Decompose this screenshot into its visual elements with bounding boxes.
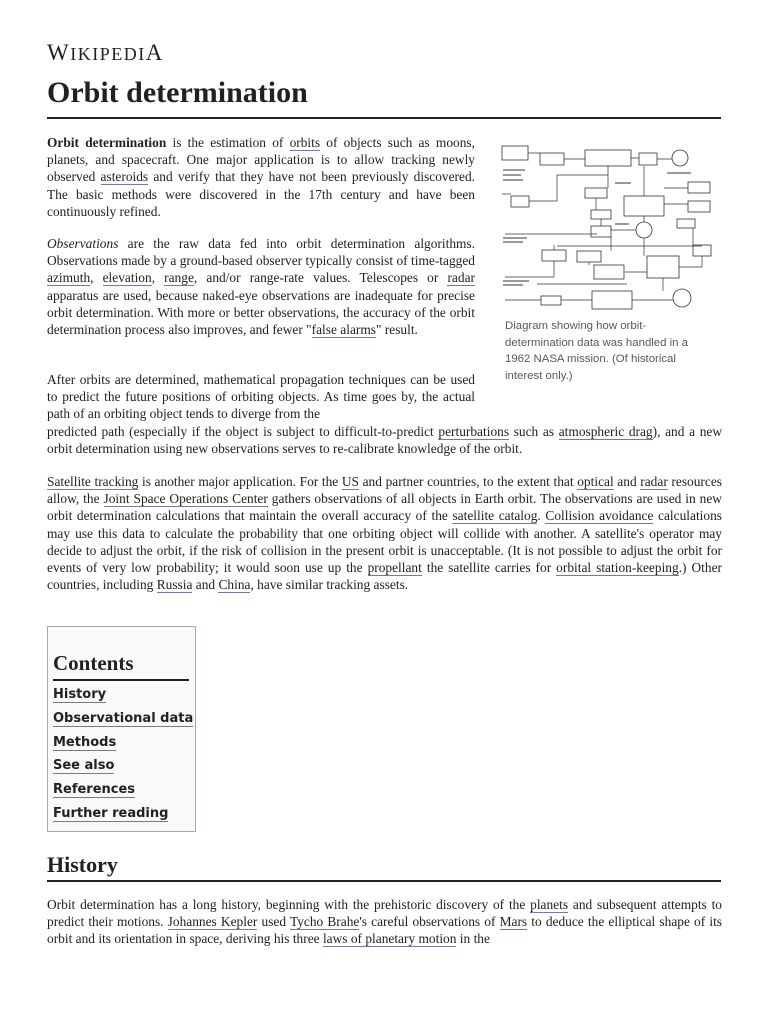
link-false-alarms[interactable]: false alarms: [311, 322, 376, 338]
link-satellite-catalog[interactable]: satellite catalog: [452, 508, 538, 524]
toc-item-see-also[interactable]: [53, 757, 193, 781]
toc-item-references[interactable]: [53, 781, 193, 805]
link-perturbations[interactable]: perturbations: [438, 424, 510, 439]
link-orbits[interactable]: orbits: [289, 135, 321, 150]
toc-list: [53, 686, 193, 829]
toc-link[interactable]: Further reading: [53, 805, 169, 821]
figure-caption: Diagram showing how orbit-determination data was handled in a 1962 NASA mission. (Of historical interest only.): [505, 320, 689, 382]
link-china[interactable]: China: [218, 577, 251, 593]
wordmark-rest: IKIPEDI: [70, 44, 146, 64]
text-run: and: [613, 474, 641, 489]
text-run: are the raw data fed into orbit determination algorithms. Observations made by a ground-based observer typically consist of time-tagged: [47, 236, 475, 269]
link-propellant[interactable]: propellant: [367, 560, 422, 576]
text-run: the satellite carries for: [421, 560, 557, 576]
toc-link[interactable]: References: [53, 782, 136, 798]
link-azimuth[interactable]: azimuth: [47, 270, 91, 286]
link-asteroids[interactable]: asteroids: [100, 169, 149, 185]
wikipedia-wordmark[interactable]: WIKIPEDIA: [47, 40, 164, 65]
text-run: such as: [509, 424, 559, 439]
toc-item-further-reading[interactable]: [53, 805, 193, 829]
link-station-keeping[interactable]: orbital station-keeping: [556, 560, 679, 576]
text-run: predicted path (especially if the object is subject to difficult-to-predict: [47, 424, 439, 439]
italic-term: Observations: [47, 236, 119, 251]
toc-item-history[interactable]: [53, 686, 193, 710]
text-run: .: [537, 508, 546, 524]
section-divider: [47, 880, 721, 882]
toc-link[interactable]: Methods: [53, 734, 117, 750]
link-planets[interactable]: planets: [530, 897, 569, 912]
text-run: , and/or range-rate values. Telescopes or: [193, 270, 448, 286]
intro-paragraph-3-continued: [47, 423, 722, 457]
figure-orbit-diagram: [497, 134, 723, 384]
link-collision-avoidance[interactable]: Collision avoidance: [545, 508, 654, 524]
intro-paragraph-4: [47, 473, 722, 593]
intro-paragraph-3: After orbits are determined, mathematical propagation techniques can be used to predict the future positions of orbiting objects. As time goes by, the actual path of an orbiting object tends to diverge from the: [47, 372, 475, 422]
toc-divider: [53, 679, 189, 681]
link-jspoc[interactable]: Joint Space Operations Center: [103, 491, 268, 507]
text-run: Orbit determination has a long history, beginning with the prehistoric discovery of the: [47, 897, 531, 912]
link-tycho-brahe[interactable]: Tycho Brahe: [289, 914, 360, 930]
title-divider: [47, 117, 721, 119]
toc-link[interactable]: Observational data: [53, 710, 194, 726]
text-run: is another major application. For the: [138, 474, 342, 489]
text-run: and partner countries, to the extent that: [358, 474, 578, 489]
text-run: in the: [456, 931, 490, 947]
link-russia[interactable]: Russia: [156, 577, 193, 593]
toc-link[interactable]: History: [53, 687, 107, 702]
link-laws-of-planetary-motion[interactable]: laws of planetary motion: [322, 931, 457, 947]
link-satellite-tracking[interactable]: Satellite tracking: [47, 474, 139, 489]
page-title: Orbit determination: [47, 76, 308, 109]
link-elevation[interactable]: elevation: [102, 270, 152, 286]
text-run: resources allow, the: [47, 474, 722, 507]
text-run: used: [257, 914, 290, 930]
text-run: is the estimation of: [166, 135, 290, 150]
link-range[interactable]: range: [164, 270, 194, 286]
text-run: ,: [151, 270, 165, 286]
intro-paragraph-1: [47, 134, 475, 220]
table-of-contents: [47, 626, 196, 832]
text-run: ), and a new orbit determination using new observations serves to re-calibrate knowledge of the orbit.: [47, 424, 723, 457]
link-mars[interactable]: Mars: [499, 914, 528, 930]
link-radar[interactable]: radar: [447, 270, 475, 286]
text-run: and: [192, 577, 219, 593]
text-run: calculations may use this data to calculate the probability that one orbiting object will collide with another. A satellite's operator may decide to adjust the orbit, if the risk of collision in the present orbit is unacceptable. (It is not possible to adjust the orbit for events of very low probability; it would soon use up the: [47, 508, 722, 576]
link-johannes-kepler[interactable]: Johannes Kepler: [167, 914, 258, 930]
text-run: " result.: [375, 322, 418, 338]
text-run: ,: [90, 270, 103, 286]
toc-link[interactable]: See also: [53, 758, 115, 774]
bold-term: Orbit determination: [47, 135, 167, 150]
toc-title: Contents: [53, 651, 134, 675]
link-us[interactable]: US: [341, 474, 359, 489]
flowchart-image[interactable]: [497, 134, 723, 312]
text-run: of objects such as moons, planets, and spacecraft. One major application is to allow tracking newly observed: [47, 135, 475, 185]
text-run: .) Other countries, including: [47, 560, 722, 593]
text-run: gathers observations of all objects in Earth orbit. The observations are used in new orbit determination calculations that maintain the overall accuracy of the: [47, 491, 722, 524]
text-run: and verify that they have not been previously discovered. The basic methods were discovered in the 17th century and have been continuously refined.: [47, 169, 475, 219]
text-run: 's careful observations of: [359, 914, 500, 930]
toc-item-methods[interactable]: [53, 734, 193, 758]
text-run: and subsequent attempts to predict their motions.: [47, 897, 722, 930]
section-heading-history: History: [47, 852, 118, 877]
text-run: , have similar tracking assets.: [250, 577, 409, 593]
text-run: to deduce the elliptical shape of its orbit and its orientation in space, deriving his three: [47, 914, 723, 947]
link-optical[interactable]: optical: [577, 474, 614, 489]
intro-paragraph-2: [47, 235, 475, 338]
toc-item-observational-data[interactable]: [53, 710, 193, 734]
history-paragraph-1: [47, 896, 722, 948]
link-atmospheric-drag[interactable]: atmospheric drag: [558, 424, 653, 439]
text-run: apparatus are used, because naked-eye observations are inadequate for precise orbit determination. With more or better observations, the accuracy of the orbit determination process also improves, and fewer ": [47, 287, 475, 338]
link-radar[interactable]: radar: [640, 474, 668, 489]
